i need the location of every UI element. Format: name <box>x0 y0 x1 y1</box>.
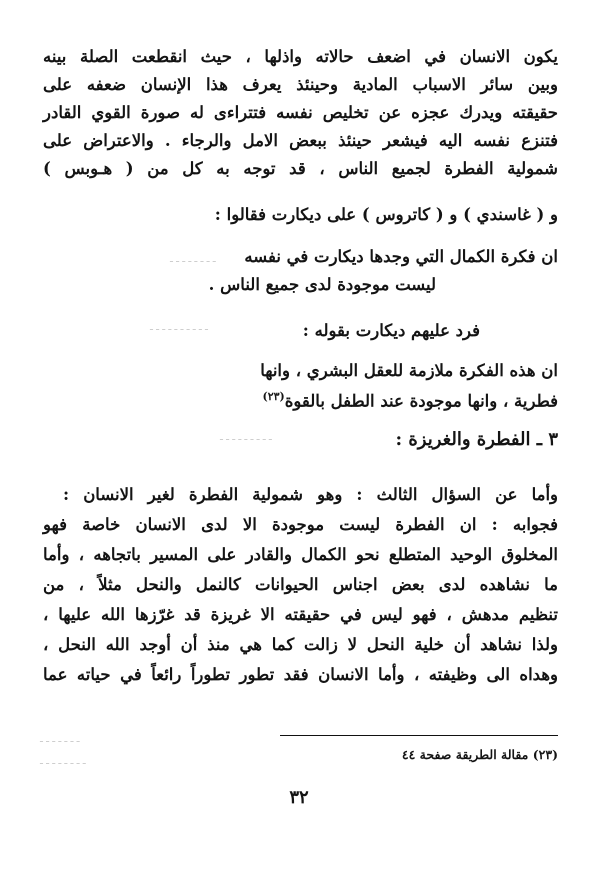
section-line: ما نشاهده لدى بعض اجناس الحيوانات كالنمل والنحل مثلاً ، من <box>43 575 558 594</box>
body-line: يكون الانسان في اضعف حالاته واذلها ، حيث انقطعت الصلة بينه <box>43 47 558 66</box>
quote-text: فطرية ، وانها موجودة عند الطفل بالقوة <box>284 391 558 411</box>
footnote-divider <box>280 735 558 736</box>
body-line: حقيقته ويدرك عجزه عن تخليص نفسه فتتراءى له صورة القوي القادر <box>43 103 558 122</box>
reply-intro: فرد عليهم ديكارت بقوله : <box>302 321 480 340</box>
section-line: ولذا نشاهد أن خلية النحل لا زالت كما هي منذ أن أوجد الله النحل ، <box>43 635 558 654</box>
quote-line <box>262 384 558 415</box>
body-line: و ( غاسندي ) و ( كاتروس ) على ديكارت فقالوا : <box>214 205 558 224</box>
bleed-through-mark: ـ ـ ـ ـ ـ ـ ـ ـ ـ ـ <box>150 322 208 333</box>
footnote-marker: (٢٣) <box>262 390 285 403</box>
quote-line: ان فكرة الكمال التي وجدها ديكارت في نفسه <box>244 247 558 266</box>
footnote: (٢٣) مقالة الطريقة صفحة ٤٤ <box>401 747 558 762</box>
section-line: وهداه الى وظيفته ، وأما الانسان فقد تطور تطوراً رائعاً في حياته عما <box>43 665 558 684</box>
section-line: فجوابه : ان الفطرة ليست موجودة الا لدى الانسان خاصة فهو <box>43 515 558 534</box>
bleed-through-mark: ـ ـ ـ ـ ـ ـ ـ <box>40 734 80 745</box>
section-line: المخلوق الوحيد المتطلع نحو الكمال والقادر على المسير باتجاهه ، وأما <box>43 545 558 564</box>
quote-line: ان هذه الفكرة ملازمة للعقل البشري ، وانها <box>260 361 558 380</box>
body-line: وبين سائر الاسباب المادية وحينئذ يعرف هذا الإنسان ضعفه على <box>43 75 558 94</box>
bleed-through-mark: ـ ـ ـ ـ ـ ـ ـ ـ ـ <box>220 432 272 443</box>
section-heading: ٣ ـ الفطرة والغريزة : <box>395 429 558 450</box>
page-number: ٣٢ <box>289 787 309 808</box>
section-line: وأما عن السؤال الثالث : وهو شمولية الفطرة لغير الانسان : <box>63 485 558 504</box>
quote-line: ليست موجودة لدى جميع الناس . <box>208 275 436 294</box>
bleed-through-mark: ـ ـ ـ ـ ـ ـ ـ ـ <box>170 254 216 265</box>
body-line: فتنزع نفسه اليه فيشعر حينئذ ببعض الامل والرجاء . والاعتراض على <box>43 131 558 150</box>
body-line: شمولية الفطرة لجميع الناس ، قد توجه به كل من ( هـوبس ) <box>43 159 558 178</box>
section-line: تنظيم مدهش ، فهو ليس في حقيقته الا غريزة قد غرّزها الله عليها ، <box>43 605 558 624</box>
bleed-through-mark: ـ ـ ـ ـ ـ ـ ـ ـ <box>40 756 86 767</box>
